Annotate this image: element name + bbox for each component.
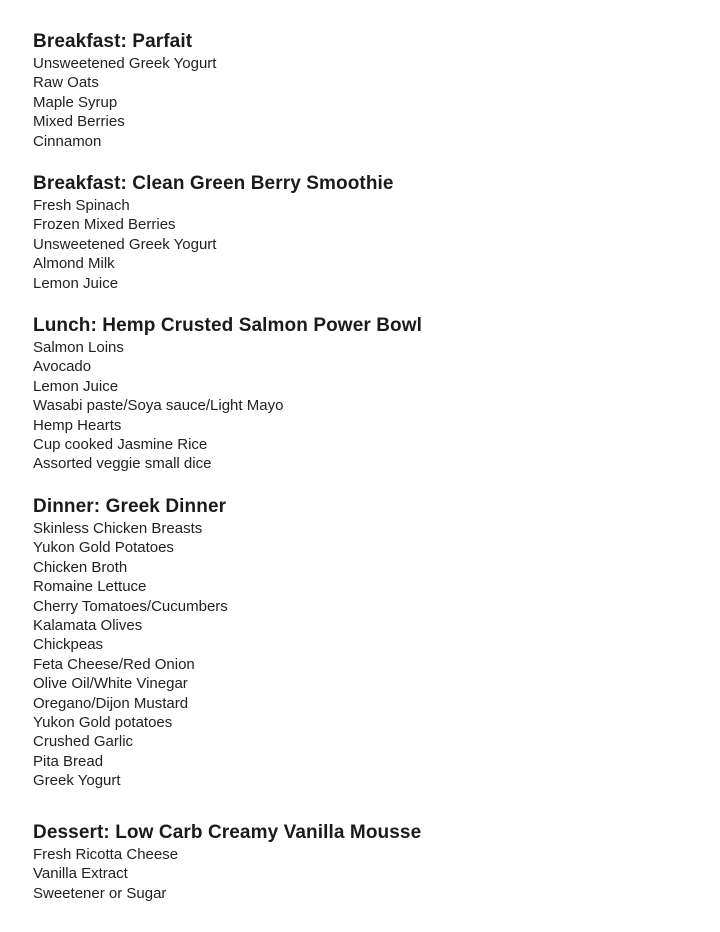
ingredient-item: Lemon Juice (33, 377, 119, 395)
ingredient-item: Unsweetened Greek Yogurt (33, 55, 217, 72)
ingredient-item: Skinless Chicken Breasts (33, 520, 203, 537)
ingredient-item: Feta Cheese/Red Onion (33, 655, 195, 673)
ingredient-list (33, 338, 693, 474)
section-title: Breakfast: Parfait (33, 31, 193, 52)
ingredient-item: Yukon Gold potatoes (33, 714, 173, 732)
section-title: Lunch: Hemp Crusted Salmon Power Bowl (33, 315, 423, 336)
ingredient-item: Salmon Loins (33, 339, 124, 356)
ingredient-list (33, 54, 693, 151)
ingredient-item: Raw Oats (33, 74, 99, 92)
ingredient-item: Kalamata Olives (33, 617, 143, 635)
meal-section-breakfast-parfait (33, 31, 693, 151)
ingredient-item: Almond Milk (33, 255, 115, 273)
ingredient-list (33, 196, 693, 293)
ingredient-item: Cherry Tomatoes/Cucumbers (33, 597, 228, 615)
ingredient-item: Chickpeas (33, 636, 104, 654)
meal-section-breakfast-smoothie (33, 173, 693, 293)
section-title: Dinner: Greek Dinner (33, 496, 227, 517)
ingredient-item: Olive Oil/White Vinegar (33, 675, 188, 693)
ingredient-item: Hemp Hearts (33, 416, 122, 434)
ingredient-item: Crushed Garlic (33, 733, 134, 751)
ingredient-item: Frozen Mixed Berries (33, 216, 176, 234)
ingredient-item: Lemon Juice (33, 274, 119, 292)
section-title: Dessert: Low Carb Creamy Vanilla Mousse (33, 822, 422, 843)
meal-section-dessert-mousse (33, 822, 693, 903)
ingredient-item: Fresh Ricotta Cheese (33, 846, 179, 863)
ingredient-list (33, 845, 693, 903)
ingredient-item: Wasabi paste/Soya sauce/Light Mayo (33, 397, 284, 415)
ingredient-item: Oregano/Dijon Mustard (33, 694, 189, 712)
ingredient-item: Greek Yogurt (33, 772, 121, 790)
ingredient-item: Pita Bread (33, 752, 104, 770)
meal-section-dinner-greek (33, 496, 693, 791)
ingredient-item: Avocado (33, 358, 92, 376)
meal-section-lunch-salmon-bowl (33, 315, 693, 474)
ingredient-list (33, 519, 693, 791)
ingredient-item: Cup cooked Jasmine Rice (33, 436, 208, 454)
ingredient-item: Vanilla Extract (33, 865, 128, 883)
ingredient-item: Maple Syrup (33, 93, 118, 111)
ingredient-item: Fresh Spinach (33, 197, 130, 214)
ingredient-item: Yukon Gold Potatoes (33, 539, 174, 557)
ingredient-item: Unsweetened Greek Yogurt (33, 235, 217, 253)
ingredient-item: Chicken Broth (33, 558, 128, 576)
ingredient-item: Sweetener or Sugar (33, 884, 167, 902)
ingredient-item: Cinnamon (33, 132, 102, 150)
ingredient-item: Assorted veggie small dice (33, 455, 212, 473)
ingredient-item: Mixed Berries (33, 113, 125, 131)
ingredient-item: Romaine Lettuce (33, 578, 147, 596)
section-title: Breakfast: Clean Green Berry Smoothie (33, 173, 394, 194)
